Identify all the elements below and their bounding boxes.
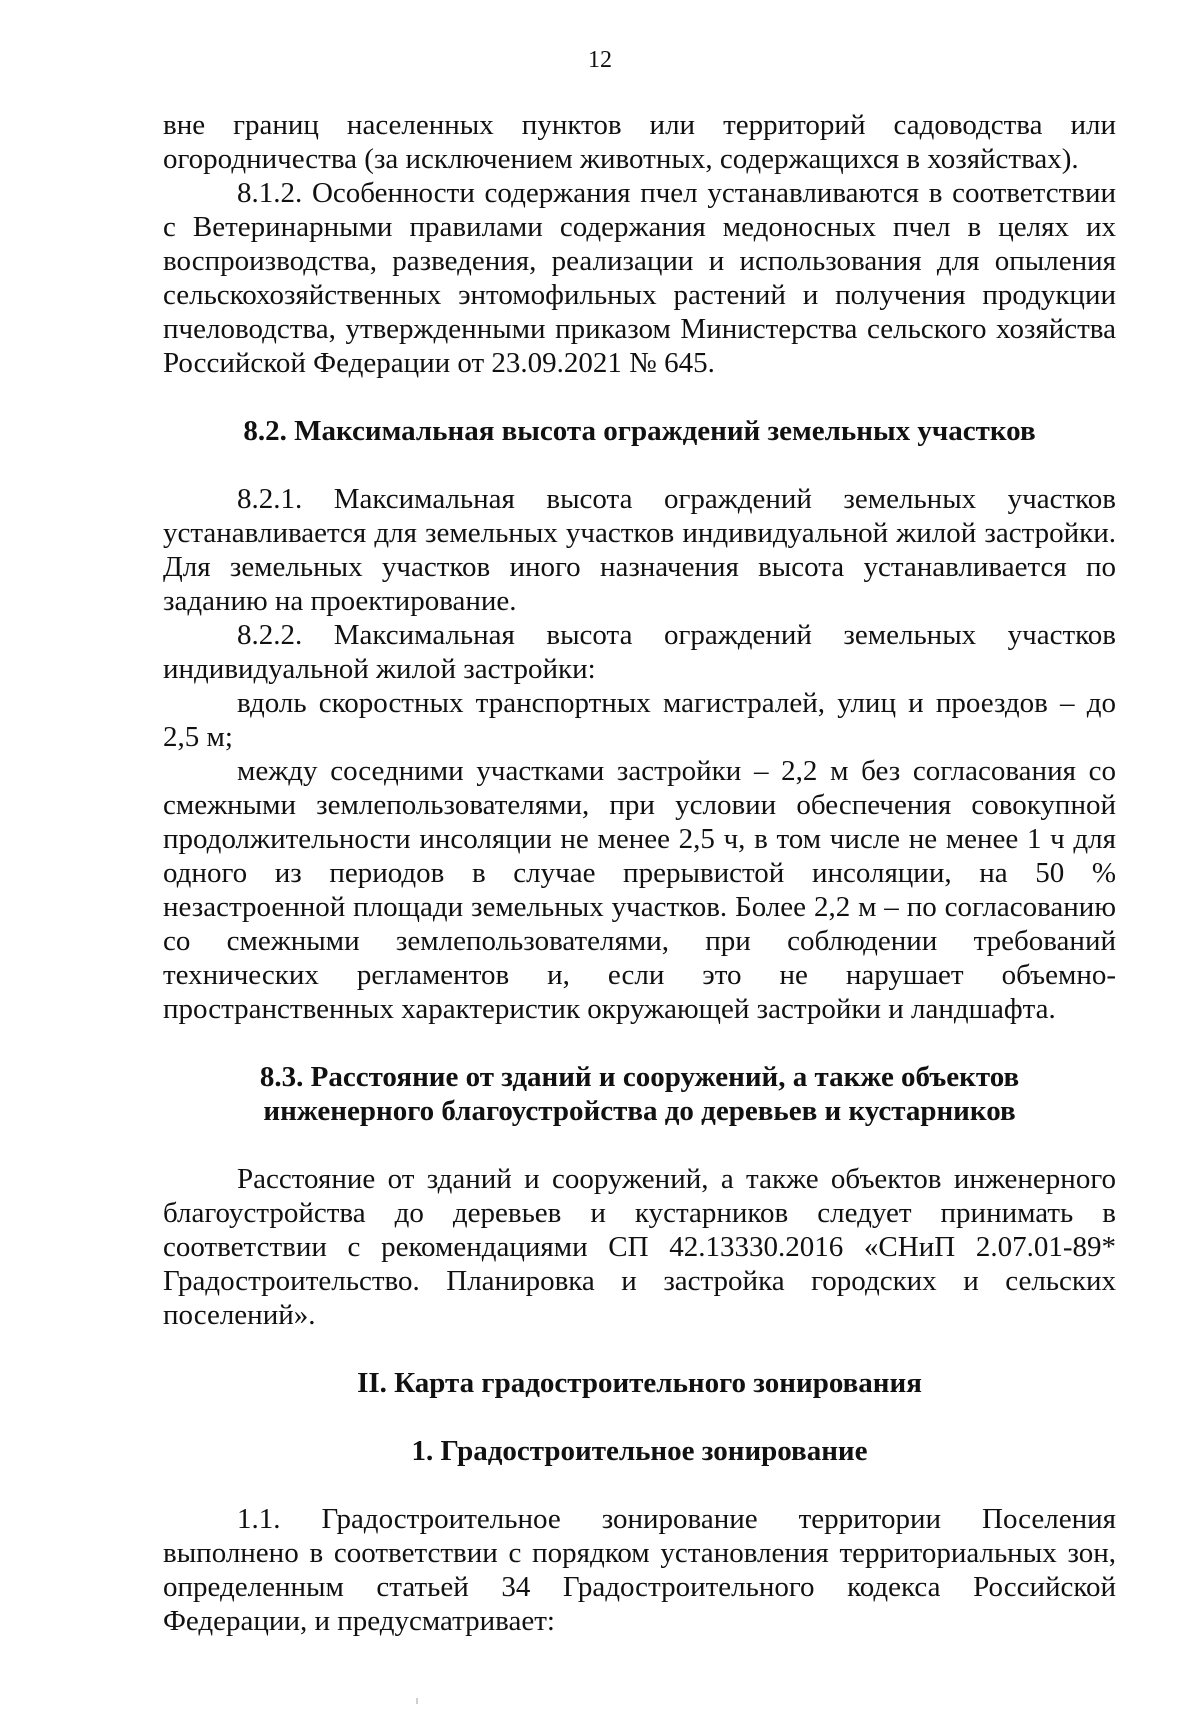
heading-section-1: 1. Градостроительное зонирование bbox=[411, 1435, 868, 1467]
spacer bbox=[163, 448, 1116, 482]
paragraph-8-3: Расстояние от зданий и сооружений, а также объектов инженерного благоустройства до деревьев и кустарников следует принимать в соответствии с рекомендациями СП 42.13330.2016 «СНиП 2.07.01-89* Градостроительство. Планировка и застройка городских и сельских поселений». bbox=[163, 1163, 1116, 1331]
spacer bbox=[163, 380, 1116, 414]
spacer bbox=[163, 1400, 1116, 1434]
paragraph-continuation: вне границ населенных пунктов или территорий садоводства или огородничества (за исключением животных, содержащихся в хозяйствах). bbox=[163, 109, 1116, 175]
heading-8-3-line-1: 8.3. Расстояние от зданий и сооружений, а также объектов bbox=[259, 1061, 1020, 1093]
paragraph-1-1: 1.1. Градостроительное зонирование территории Поселения выполнено в соответствии с порядком установления территориальных зон, определенным статьей 34 Градостроительного кодекса Российской Федерации, и предусматривает: bbox=[163, 1503, 1116, 1637]
paragraph-8-2-2: 8.2.2. Максимальная высота ограждений земельных участков индивидуальной жилой застройки: bbox=[163, 619, 1116, 685]
paragraph-along-roads: вдоль скоростных транспортных магистралей, улиц и проездов – до 2,5 м; bbox=[163, 687, 1116, 753]
spacer bbox=[163, 1026, 1116, 1060]
spacer bbox=[163, 1468, 1116, 1502]
scan-artifact bbox=[416, 1698, 418, 1704]
heading-8-3-line-2: инженерного благоустройства до деревьев и кустарников bbox=[263, 1095, 1016, 1127]
spacer bbox=[163, 1332, 1116, 1366]
heading-part-II: II. Карта градостроительного зонирования bbox=[357, 1367, 922, 1399]
paragraph-between-plots: между соседними участками застройки – 2,2 м без согласования со смежными землепользователями, при условии обеспечения совокупной продолжительности инсоляции не менее 2,5 ч, в том числе не менее 1 ч для одного из периодов в случае прерывистой инсоляции, на 50 % незастроенной площади земельных участков. Более 2,2 м – по согласованию со смежными землепользователями, при соблюдении требований технических регламентов и, если это не нарушает объемно-пространственных характеристик окружающей застройки и ландшафта. bbox=[163, 755, 1116, 1025]
page-content bbox=[163, 108, 1116, 1638]
heading-8-3 bbox=[163, 1060, 1116, 1128]
spacer bbox=[163, 1128, 1116, 1162]
paragraph-8-2-1: 8.2.1. Максимальная высота ограждений земельных участков устанавливается для земельных участков индивидуальной жилой застройки. Для земельных участков иного назначения высота устанавливается по заданию на проектирование. bbox=[163, 483, 1116, 617]
paragraph-8-1-2: 8.1.2. Особенности содержания пчел устанавливаются в соответствии с Ветеринарными правилами содержания медоносных пчел в целях их воспроизводства, разведения, реализации и использования для опыления сельскохозяйственных энтомофильных растений и получения продукции пчеловодства, утвержденными приказом Министерства сельского хозяйства Российской Федерации от 23.09.2021 № 645. bbox=[163, 177, 1116, 379]
page-number: 12 bbox=[588, 47, 612, 73]
heading-8-2: 8.2. Максимальная высота ограждений земельных участков bbox=[243, 415, 1036, 447]
